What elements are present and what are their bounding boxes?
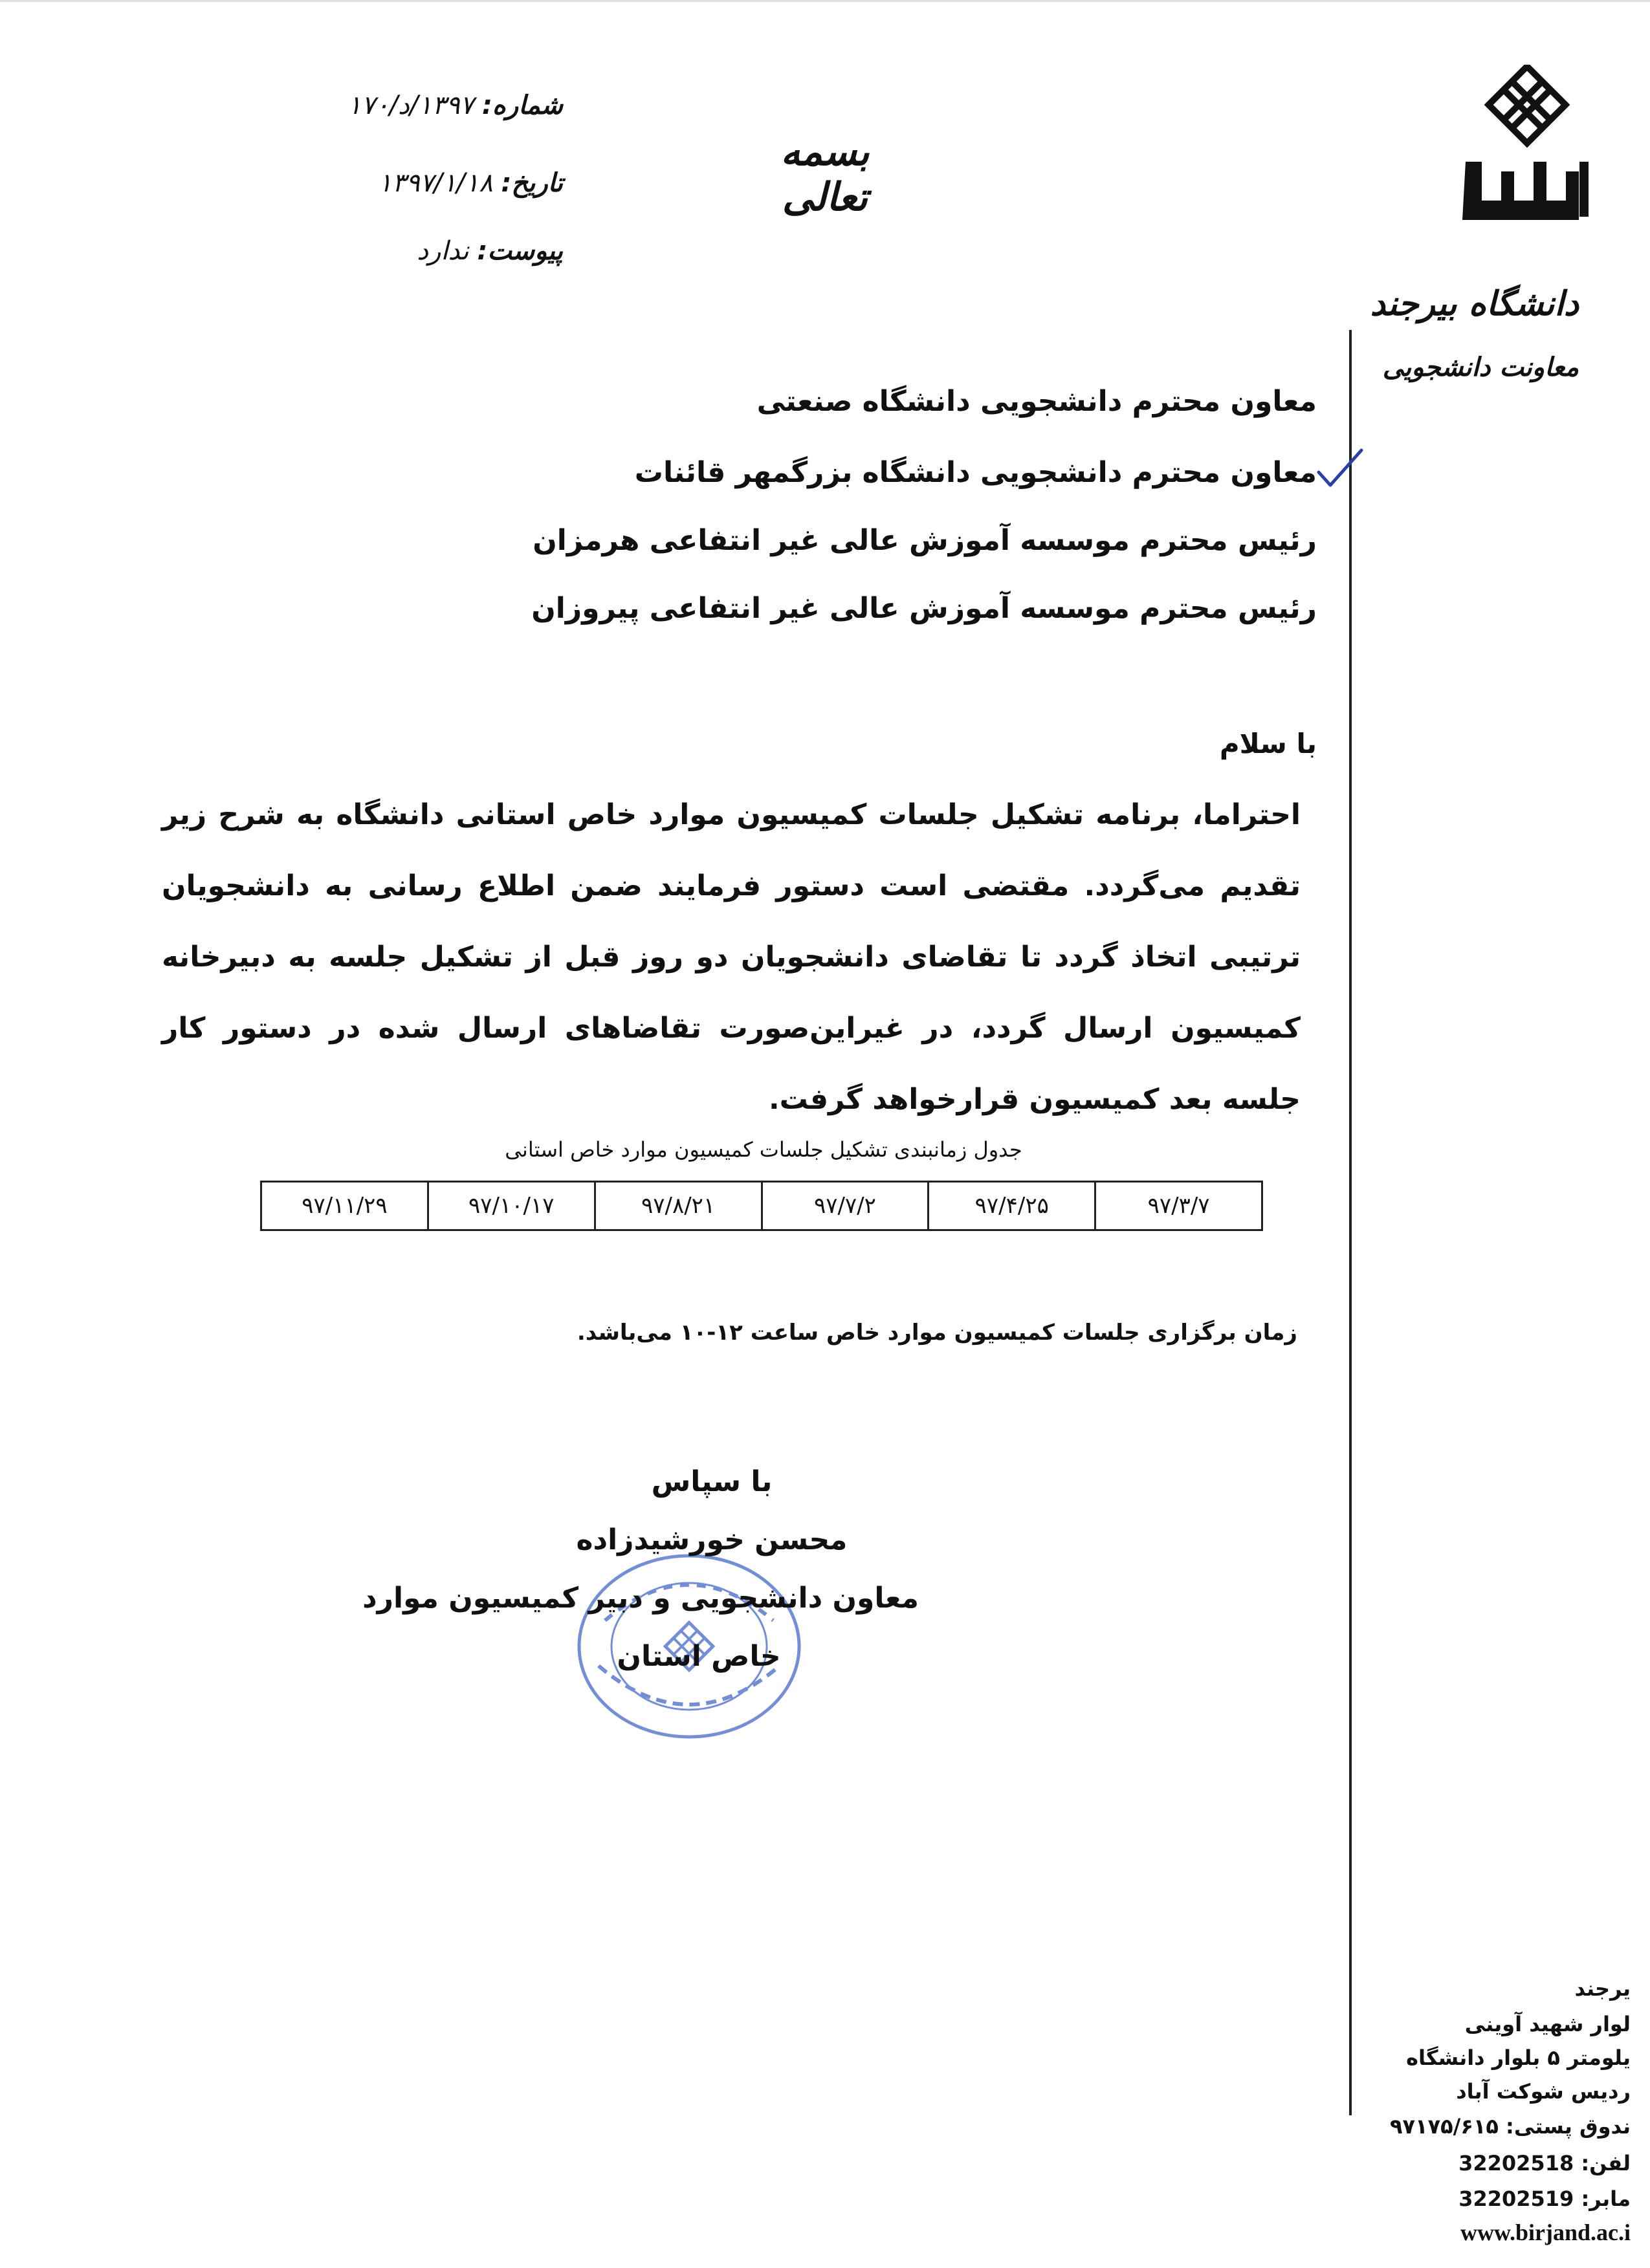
table-cell: ۹۷/۱۱/۲۹ (261, 1182, 428, 1230)
letter-number-value: ۱۳۹۷/د/۱۷۰ (347, 91, 474, 120)
address-line: یلومتر ۵ بلوار دانشگاه (1406, 2045, 1631, 2070)
table-row (261, 1182, 1262, 1230)
body-paragraph: احتراما، برنامه تشکیل جلسات کمیسیون موارد خاص استانی دانشگاه به شرح زیر تقدیم می‌گردد. مقتضی است دستور فرمایند ضمن اطلاع رسانی به دانشجویان ترتیبی اتخاذ گردد تا تقاضای دانشجویان دو روز قبل از تشکیل جلسه به دبیرخانه کمیسیون ارسال گردد، در غیراین‌صورت تقاضاهای ارسال شده در دستور کار جلسه بعد کمیسیون قرارخواهد گرفت. (162, 798, 1301, 1116)
letter-date-value: ۱۳۹۷/۱/۱۸ (378, 168, 493, 198)
address-line: ندوق پستی: ۹۷۱۷۵/۶۱۵ (1389, 2114, 1631, 2139)
signatory-name: محسن خورشیدزاده (576, 1523, 848, 1556)
scan-edge (0, 0, 1650, 2)
address-line: ردیس شوکت آباد (1456, 2079, 1631, 2104)
recipient-line: معاون محترم دانشجویی دانشگاه صنعتی (756, 385, 1317, 418)
signature-closing: با سپاس (651, 1465, 773, 1498)
signatory-title-continued: خاص استان (617, 1640, 781, 1673)
letter-date (378, 168, 563, 198)
table-cell: ۹۷/۱۰/۱۷ (428, 1182, 595, 1230)
recipient-line: رئیس محترم موسسه آموزش عالی غیر انتفاعی پیروزان (531, 592, 1317, 625)
recipient-line: معاون محترم دانشجویی دانشگاه بزرگمهر قائنات (634, 456, 1317, 489)
letter-attachment (417, 236, 563, 266)
table-cell: ۹۷/۳/۷ (1095, 1182, 1262, 1230)
letter-number (347, 91, 563, 120)
letter-date-label: تاریخ: (501, 168, 563, 198)
check-mark-icon (1314, 446, 1365, 492)
vertical-rule (1349, 330, 1352, 2115)
recipient-line: رئیس محترم موسسه آموزش عالی غیر انتفاعی هرمزان (533, 524, 1317, 557)
university-name: دانشگاه بیرجند (1370, 285, 1579, 323)
address-line: لوار شهید آوینی (1464, 2012, 1631, 2036)
department-name: معاونت دانشجویی (1382, 353, 1579, 382)
letter-number-label: شماره: (481, 91, 563, 120)
basmala: بسمه تعالی (780, 129, 870, 220)
letter-attachment-label: پیوست: (477, 236, 563, 266)
website-link[interactable]: www.birjand.ac.i (1460, 2219, 1631, 2245)
university-logo-icon (1459, 65, 1595, 226)
table-cell: ۹۷/۴/۲۵ (929, 1182, 1095, 1230)
fax-line: مابر: 32202519 (1458, 2186, 1631, 2211)
table-cell: ۹۷/۸/۲۱ (595, 1182, 762, 1230)
meeting-time: زمان برگزاری جلسات کمیسیون موارد خاص ساعت ۱۲-۱۰ می‌باشد. (577, 1320, 1297, 1346)
table-caption: جدول زمانبندی تشکیل جلسات کمیسیون موارد خاص استانی (505, 1137, 1022, 1162)
table-cell: ۹۷/۷/۲ (762, 1182, 929, 1230)
phone-line: لفن: 32202518 (1458, 2151, 1631, 2175)
greeting: با سلام (1219, 728, 1317, 759)
signatory-title: معاون دانشجویی و دبیر کمیسیون موارد (362, 1582, 919, 1615)
address-line: یرجند (1574, 1976, 1631, 2001)
schedule-table (260, 1181, 1263, 1231)
letter-attachment-value: ندارد (417, 236, 469, 266)
